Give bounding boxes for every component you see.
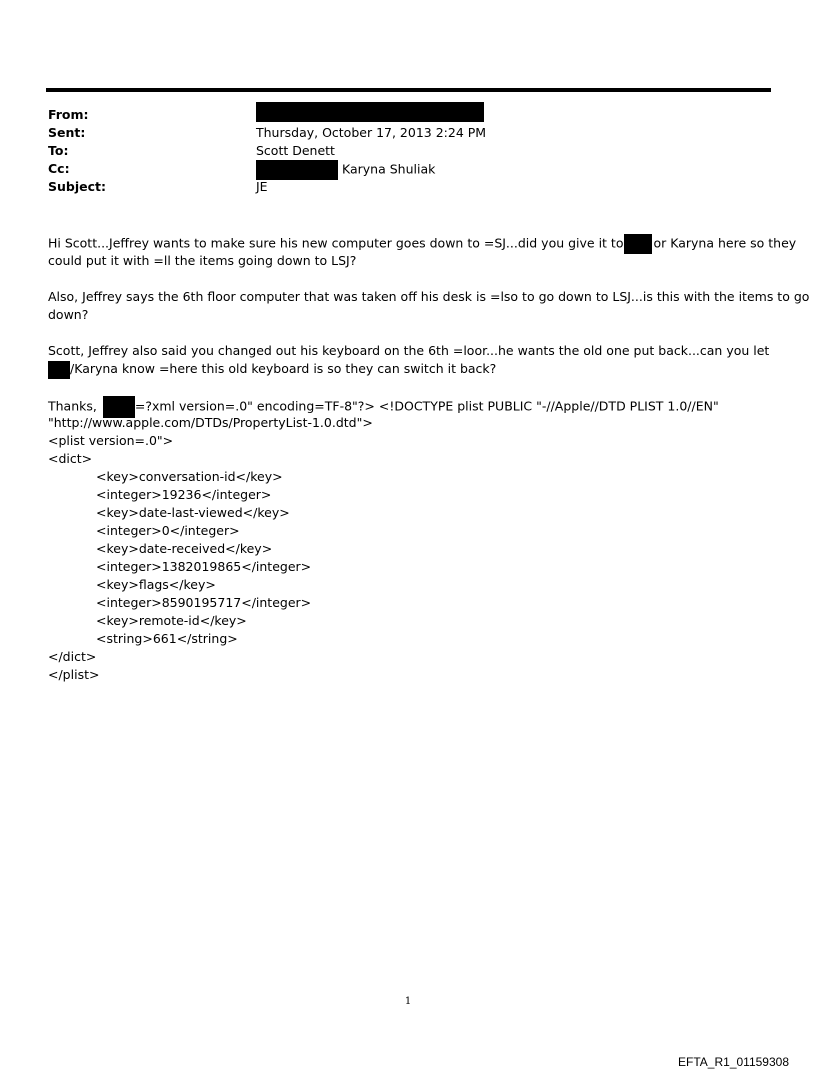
plist-entry: <integer>19236</integer> (96, 487, 272, 502)
subject-value: JE (256, 179, 268, 194)
subject-label: Subject: (48, 179, 106, 194)
plist-close: </plist> (48, 667, 100, 682)
paragraph-2-line-1: Also, Jeffrey says the 6th floor computer that was taken off his desk is =lso to go down to LSJ...is this with the items to go (48, 289, 810, 304)
plist-entry: <integer>8590195717</integer> (96, 595, 312, 610)
from-label: From: (48, 107, 89, 122)
plist-open: <plist version=.0"> (48, 433, 174, 448)
redaction-2 (48, 361, 70, 379)
plist-entry: <key>conversation-id</key> (96, 469, 283, 484)
cc-value (256, 160, 435, 180)
cc-label: Cc: (48, 161, 70, 176)
cc-redaction (256, 160, 338, 180)
paragraph-3-line-2: /Karyna know =here this old keyboard is so they can switch it back? (48, 360, 773, 379)
plist-entry: <key>date-received</key> (96, 541, 273, 556)
from-redaction (256, 102, 484, 122)
bates-number: EFTA_R1_01159308 (678, 1055, 789, 1069)
paragraph-2-line-2: down? (48, 307, 89, 322)
header-rule (46, 88, 771, 92)
plist-entry: <integer>0</integer> (96, 523, 240, 538)
xml-doctype-line: "http://www.apple.com/DTDs/PropertyList-1.0.dtd"> (48, 415, 373, 430)
dict-open: <dict> (48, 451, 93, 466)
to-label: To: (48, 143, 69, 158)
plist-entry: <key>remote-id</key> (96, 613, 247, 628)
paragraph-3-line-1: Scott, Jeffrey also said you changed out his keyboard on the 6th =loor...he wants the old one put back...can you let (48, 343, 770, 358)
dict-close: </dict> (48, 649, 97, 664)
plist-entry: <key>date-last-viewed</key> (96, 505, 290, 520)
to-value: Scott Denett (256, 143, 335, 158)
plist-entry: <string>661</string> (96, 631, 238, 646)
plist-entry: <key>flags</key> (96, 577, 216, 592)
sent-value: Thursday, October 17, 2013 2:24 PM (256, 125, 487, 140)
cc-name: Karyna Shuliak (342, 161, 436, 177)
sent-label: Sent: (48, 125, 86, 140)
redaction-1 (624, 234, 652, 254)
paragraph-1-line-1: Hi Scott...Jeffrey wants to make sure his new computer goes down to =SJ...did you give it to or Karyna here so they (48, 234, 773, 254)
thanks-line: Thanks, =?xml version=.0" encoding=TF-8"?> <!DOCTYPE plist PUBLIC "-//Apple//DTD PLIST 1.0//EN" (48, 396, 773, 418)
plist-entry: <integer>1382019865</integer> (96, 559, 312, 574)
page-number: 1 (404, 996, 412, 1007)
paragraph-1-line-2: could put it with =ll the items going down to LSJ? (48, 253, 357, 268)
